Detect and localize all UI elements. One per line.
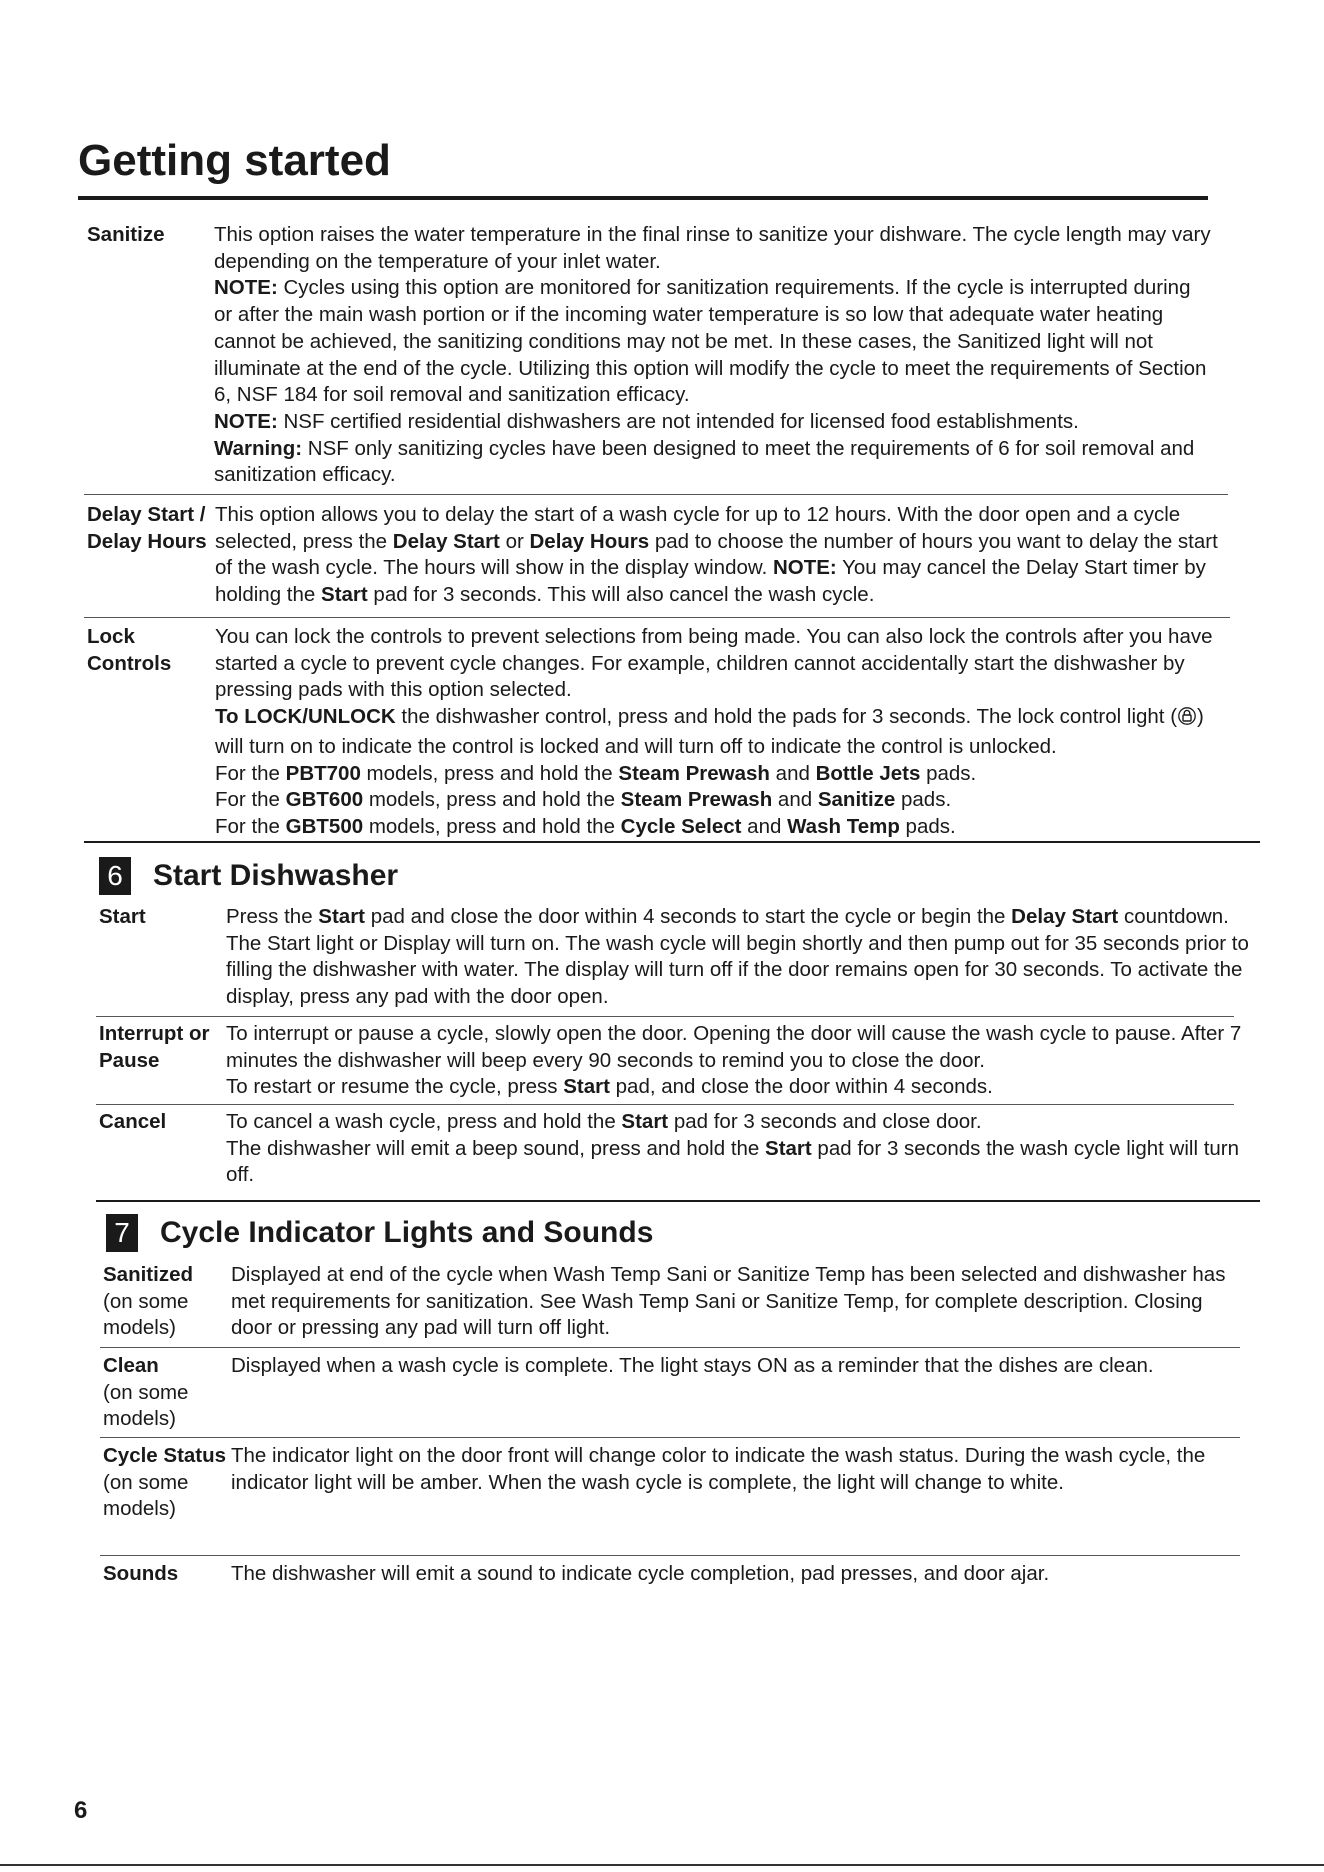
sanitize-note-1: NOTE: Cycles using this option are monitored for sanitization requirements. If the cycle is interrupted during or after the main wash portion or if the incoming water temperature is so low that adequate water heating cannot be achieved, the sanitizing conditions may not be met. In these cases, the Sanitized light will not illuminate at the end of the cycle. Utilizing this option will modify the cycle to meet the requirements of Section 6, NSF 184 for soil removal and sanitization efficacy. <box>214 276 1207 407</box>
clean-label: Clean (on some models) <box>103 1354 189 1431</box>
section-number: 7 <box>106 1214 138 1252</box>
clean-entry <box>103 1353 1243 1433</box>
lock-howto: To LOCK/UNLOCK the dishwasher control, press and hold the pads for 3 seconds. The lock control light ( ) will turn on to indicate the control is locked and will turn off to indicate the control is unlocked. <box>215 705 1204 758</box>
start-body <box>226 904 1250 1011</box>
section-number: 6 <box>99 857 131 895</box>
interrupt-description: To interrupt or pause a cycle, slowly open the door. Opening the door will cause the wash cycle to pause. After 7 minutes the dishwasher will beep every 90 seconds to remind you to close the door. <box>226 1022 1242 1072</box>
page-title: Getting started <box>78 136 391 185</box>
page-number: 6 <box>74 1797 88 1824</box>
sounds-description: The dishwasher will emit a sound to indicate cycle completion, pad presses, and door ajar. <box>231 1562 1050 1585</box>
interrupt-label: Interrupt or Pause <box>99 1022 210 1072</box>
cycle-status-body <box>231 1443 1243 1523</box>
start-description: Press the Start pad and close the door within 4 seconds to start the cycle or begin the Delay Start countdown. The Start light or Display will turn on. The wash cycle will begin shortly and then pump out for 35 seconds prior to filling the dishwasher with water. The display will turn off if the door remains open for 30 seconds. To activate the display, press any pad with the door open. <box>226 905 1249 1009</box>
sanitize-entry <box>87 222 1212 489</box>
sounds-entry <box>103 1561 1243 1588</box>
cancel-label: Cancel <box>99 1110 167 1133</box>
cancel-entry <box>99 1109 1250 1189</box>
sanitized-description: Displayed at end of the cycle when Wash Temp Sani or Sanitize Temp has been selected and dishwasher has met requirements for sanitization. See Wash Temp Sani or Sanitize Temp, for complete description. Closing door or pressing any pad will turn off light. <box>231 1263 1226 1340</box>
lock-model-gbt500: For the GBT500 models, press and hold the Cycle Select and Wash Temp pads. <box>215 814 956 838</box>
lock-body <box>215 624 1237 841</box>
cycle-status-entry <box>103 1443 1243 1523</box>
section-6-heading <box>99 857 398 895</box>
delay-body <box>215 502 1237 609</box>
sanitize-note-2: NOTE: NSF certified residential dishwashers are not intended for licensed food establishments. <box>214 409 1079 433</box>
start-label: Start <box>99 905 146 928</box>
cancel-body <box>226 1109 1250 1189</box>
separator <box>96 1104 1234 1105</box>
sounds-label: Sounds <box>103 1562 179 1585</box>
cycle-status-description: The indicator light on the door front will change color to indicate the wash status. During the wash cycle, the indicator light will be amber. When the wash cycle is complete, the light will change to white. <box>231 1444 1206 1494</box>
section-title: Start Dishwasher <box>153 859 399 892</box>
separator <box>100 1555 1240 1556</box>
lock-model-gbt600: For the GBT600 models, press and hold the Steam Prewash and Sanitize pads. <box>215 788 952 812</box>
start-entry <box>99 904 1250 1011</box>
sanitize-warning: Warning: NSF only sanitizing cycles have been designed to meet the requirements of 6 for soil removal and sanitization efficacy. <box>214 436 1195 487</box>
delay-entry <box>87 502 1237 609</box>
sanitize-description: This option raises the water temperature in the final rinse to sanitize your dishware. The cycle length may vary depending on the temperature of your inlet water. <box>214 223 1211 273</box>
bottom-rule <box>0 1864 1324 1866</box>
cancel-description: To cancel a wash cycle, press and hold the Start pad for 3 seconds and close door. <box>226 1110 982 1133</box>
cycle-status-label: Cycle Status (on some models) <box>103 1444 227 1521</box>
sanitized-body <box>231 1262 1243 1342</box>
lock-description: You can lock the controls to prevent selections from being made. You can also lock the controls after you have started a cycle to prevent cycle changes. For example, children cannot accidentally start the dishwasher by pressing pads with this option selected. <box>215 625 1213 702</box>
sanitized-entry <box>103 1262 1243 1342</box>
separator <box>84 494 1228 495</box>
interrupt-body <box>226 1021 1250 1101</box>
clean-description: Displayed when a wash cycle is complete. The light stays ON as a reminder that the dishes are clean. <box>231 1354 1154 1377</box>
interrupt-resume: To restart or resume the cycle, press Start pad, and close the door within 4 seconds. <box>226 1075 993 1099</box>
interrupt-entry <box>99 1021 1250 1101</box>
separator <box>100 1347 1240 1348</box>
sanitize-body <box>214 222 1212 489</box>
lock-label: Lock Controls <box>87 625 172 675</box>
section-divider <box>84 841 1260 843</box>
separator <box>100 1437 1240 1438</box>
delay-description: This option allows you to delay the start of a wash cycle for up to 12 hours. With the door open and a cycle selected, press the Delay Start or Delay Hours pad to choose the number of hours you want to delay the start of the wash cycle. The hours will show in the display window. NOTE: You may cancel the Delay Start timer by holding the Start pad for 3 seconds. This will also cancel the wash cycle. <box>215 503 1218 607</box>
delay-label: Delay Start / Delay Hours <box>87 503 207 553</box>
lock-entry <box>87 624 1237 841</box>
cancel-beep: The dishwasher will emit a beep sound, press and hold the Start pad for 3 seconds the wash cycle light will turn off. <box>226 1136 1240 1187</box>
lock-model-pbt700: For the PBT700 models, press and hold the Steam Prewash and Bottle Jets pads. <box>215 761 977 785</box>
sounds-body <box>231 1561 1243 1588</box>
separator <box>96 1016 1234 1017</box>
section-7-heading <box>106 1214 653 1252</box>
sanitize-label: Sanitize <box>87 223 165 246</box>
lock-icon <box>1178 706 1196 734</box>
title-rule <box>78 196 1208 200</box>
section-title: Cycle Indicator Lights and Sounds <box>160 1216 654 1249</box>
separator <box>84 617 1230 618</box>
section-divider <box>96 1200 1260 1202</box>
sanitized-label: Sanitized (on some models) <box>103 1263 193 1340</box>
clean-body <box>231 1353 1243 1433</box>
